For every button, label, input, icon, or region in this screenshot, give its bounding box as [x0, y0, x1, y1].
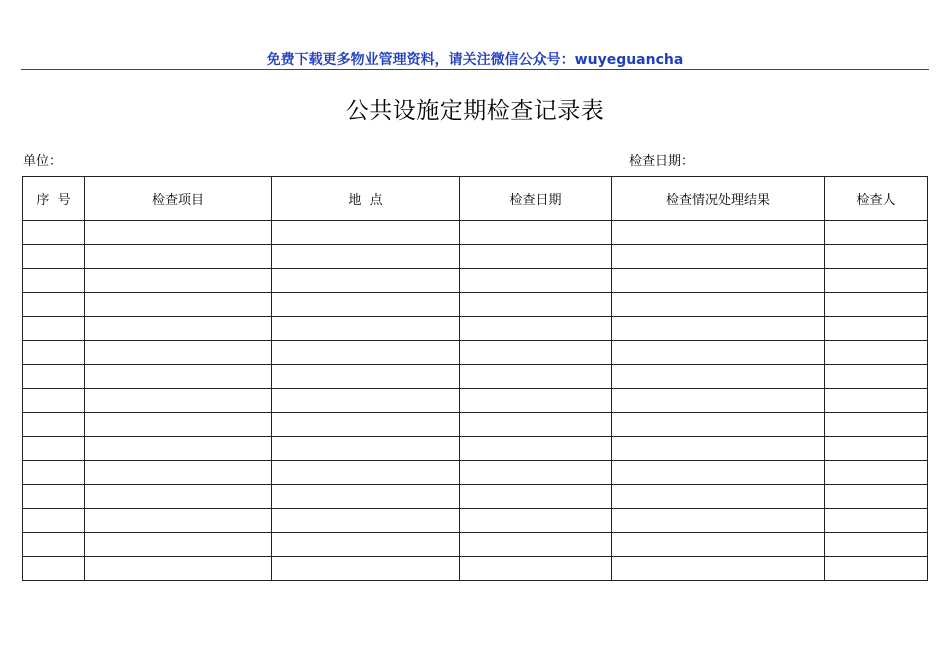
- table-cell[interactable]: [23, 557, 85, 581]
- column-header-inspector: 检查人: [825, 177, 928, 221]
- table-cell[interactable]: [612, 485, 825, 509]
- table-cell[interactable]: [85, 245, 272, 269]
- table-row: [23, 485, 928, 509]
- header-note: 免费下载更多物业管理资料，请关注微信公众号：wuyeguancha: [266, 52, 684, 68]
- table-body: [23, 221, 928, 581]
- table-cell[interactable]: [612, 221, 825, 245]
- table-cell[interactable]: [460, 437, 612, 461]
- table-row: [23, 413, 928, 437]
- table-cell[interactable]: [272, 245, 460, 269]
- unit-label: 单位：: [23, 154, 63, 169]
- inspection-date-label: 检查日期：: [629, 154, 695, 169]
- column-header-serial: 序 号: [23, 177, 85, 221]
- table-cell[interactable]: [85, 557, 272, 581]
- table-header-row: [23, 177, 928, 221]
- table-row: [23, 341, 928, 365]
- table-cell[interactable]: [272, 293, 460, 317]
- table-cell[interactable]: [23, 341, 85, 365]
- table-row: [23, 317, 928, 341]
- table-cell[interactable]: [460, 485, 612, 509]
- table-row: [23, 437, 928, 461]
- table-cell[interactable]: [23, 293, 85, 317]
- table-row: [23, 245, 928, 269]
- column-header-result: 检查情况处理结果: [612, 177, 825, 221]
- table-cell[interactable]: [825, 533, 928, 557]
- table-cell[interactable]: [460, 245, 612, 269]
- table-cell[interactable]: [612, 389, 825, 413]
- table-row: [23, 221, 928, 245]
- table-row: [23, 461, 928, 485]
- table-cell[interactable]: [460, 389, 612, 413]
- table-cell[interactable]: [85, 365, 272, 389]
- table-cell[interactable]: [23, 221, 85, 245]
- table-cell[interactable]: [272, 317, 460, 341]
- table-cell[interactable]: [460, 557, 612, 581]
- table-cell[interactable]: [825, 341, 928, 365]
- table-row: [23, 389, 928, 413]
- header-divider: [21, 69, 929, 70]
- table-row: [23, 293, 928, 317]
- table-cell[interactable]: [825, 269, 928, 293]
- table-cell[interactable]: [825, 293, 928, 317]
- table-cell[interactable]: [460, 413, 612, 437]
- table-cell[interactable]: [825, 365, 928, 389]
- table-cell[interactable]: [612, 557, 825, 581]
- table-cell[interactable]: [85, 269, 272, 293]
- table-cell[interactable]: [460, 365, 612, 389]
- table-cell[interactable]: [825, 317, 928, 341]
- table-cell[interactable]: [23, 389, 85, 413]
- table-cell[interactable]: [825, 509, 928, 533]
- table-cell[interactable]: [612, 269, 825, 293]
- table-cell[interactable]: [272, 221, 460, 245]
- table-cell[interactable]: [272, 365, 460, 389]
- table-cell[interactable]: [85, 413, 272, 437]
- table-cell[interactable]: [825, 461, 928, 485]
- table-cell[interactable]: [272, 461, 460, 485]
- table-cell[interactable]: [272, 269, 460, 293]
- table-cell[interactable]: [85, 533, 272, 557]
- table-row: [23, 365, 928, 389]
- table-cell[interactable]: [85, 437, 272, 461]
- table-cell[interactable]: [272, 485, 460, 509]
- inspection-record-table: [22, 176, 928, 581]
- table-cell[interactable]: [85, 221, 272, 245]
- column-header-location: 地 点: [272, 177, 460, 221]
- table-cell[interactable]: [272, 413, 460, 437]
- table-cell[interactable]: [612, 293, 825, 317]
- table-cell[interactable]: [23, 437, 85, 461]
- table-cell[interactable]: [85, 461, 272, 485]
- table-cell[interactable]: [23, 485, 85, 509]
- table-cell[interactable]: [612, 413, 825, 437]
- table-cell[interactable]: [23, 461, 85, 485]
- table-cell[interactable]: [460, 221, 612, 245]
- table-cell[interactable]: [85, 341, 272, 365]
- table-cell[interactable]: [23, 269, 85, 293]
- table-cell[interactable]: [460, 269, 612, 293]
- table-cell[interactable]: [272, 437, 460, 461]
- table-cell[interactable]: [272, 533, 460, 557]
- table-cell[interactable]: [272, 509, 460, 533]
- table-cell[interactable]: [460, 533, 612, 557]
- table-cell[interactable]: [825, 389, 928, 413]
- column-header-item: 检查项目: [85, 177, 272, 221]
- table-cell[interactable]: [23, 317, 85, 341]
- table-cell[interactable]: [272, 557, 460, 581]
- column-header-date: 检查日期: [460, 177, 612, 221]
- table-cell[interactable]: [272, 341, 460, 365]
- table-cell[interactable]: [85, 509, 272, 533]
- table-cell[interactable]: [23, 533, 85, 557]
- table-cell[interactable]: [460, 317, 612, 341]
- table-cell[interactable]: [825, 437, 928, 461]
- table-cell[interactable]: [460, 341, 612, 365]
- table-cell[interactable]: [825, 245, 928, 269]
- table-cell[interactable]: [825, 557, 928, 581]
- table-cell[interactable]: [85, 317, 272, 341]
- table-cell[interactable]: [612, 509, 825, 533]
- table-cell[interactable]: [612, 437, 825, 461]
- table-cell[interactable]: [825, 221, 928, 245]
- table-cell[interactable]: [460, 509, 612, 533]
- table-cell[interactable]: [612, 533, 825, 557]
- table-cell[interactable]: [612, 461, 825, 485]
- table-row: [23, 533, 928, 557]
- table-cell[interactable]: [612, 245, 825, 269]
- table-row: [23, 557, 928, 581]
- table-cell[interactable]: [612, 341, 825, 365]
- table-cell[interactable]: [85, 293, 272, 317]
- table-cell[interactable]: [612, 365, 825, 389]
- table-cell[interactable]: [85, 485, 272, 509]
- table-cell[interactable]: [460, 461, 612, 485]
- table-cell[interactable]: [272, 389, 460, 413]
- table-cell[interactable]: [23, 245, 85, 269]
- table-row: [23, 509, 928, 533]
- table-cell[interactable]: [460, 293, 612, 317]
- table-cell[interactable]: [825, 413, 928, 437]
- table-cell[interactable]: [612, 317, 825, 341]
- table-cell[interactable]: [85, 389, 272, 413]
- table-row: [23, 269, 928, 293]
- page-title: 公共设施定期检查记录表: [345, 98, 605, 124]
- table-cell[interactable]: [23, 413, 85, 437]
- table-cell[interactable]: [23, 365, 85, 389]
- table-cell[interactable]: [23, 509, 85, 533]
- table-cell[interactable]: [825, 485, 928, 509]
